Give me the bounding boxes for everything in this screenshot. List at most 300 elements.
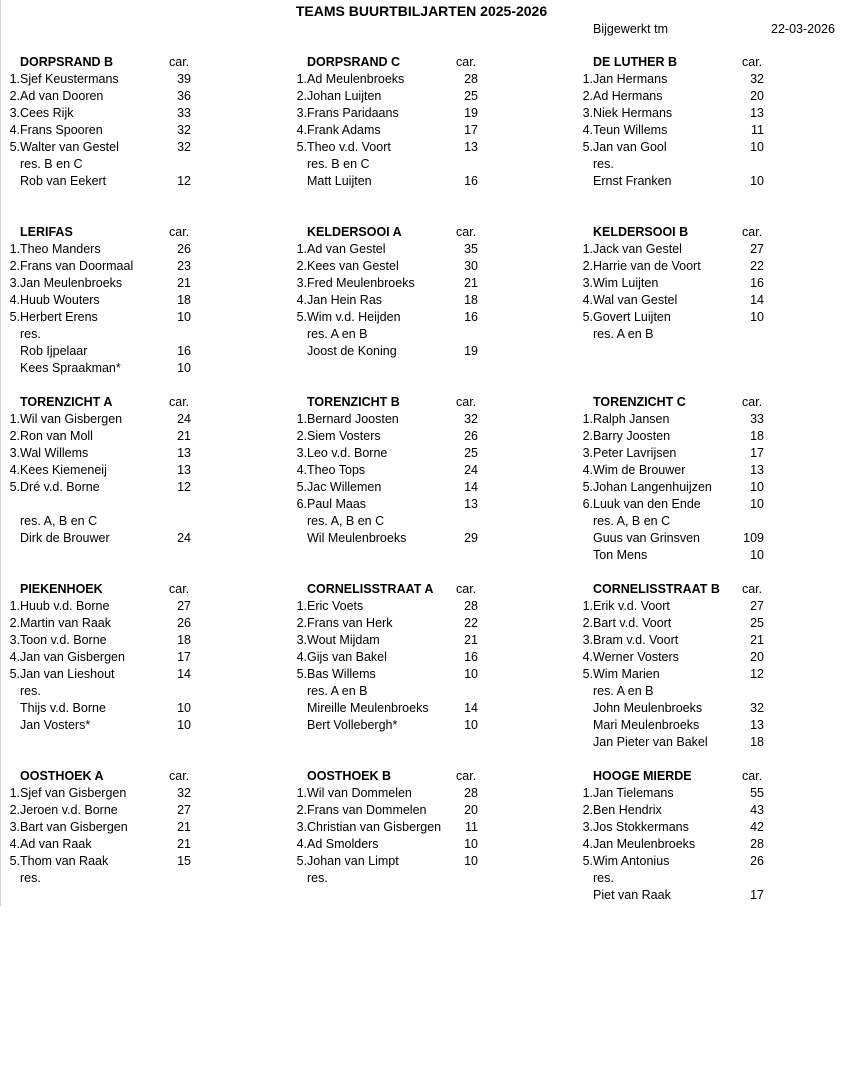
player-car: 12 bbox=[177, 480, 191, 494]
player-car: 10 bbox=[464, 667, 478, 681]
player-name: Mari Meulenbroeks bbox=[593, 718, 700, 732]
player-car: 23 bbox=[177, 259, 191, 273]
updated-label: Bijgewerkt tm bbox=[593, 22, 669, 36]
car-column-header: car. bbox=[456, 395, 477, 409]
team-name: LERIFAS bbox=[20, 225, 73, 239]
player-rank: 4. bbox=[582, 463, 593, 477]
player-car: 18 bbox=[177, 633, 191, 647]
player-car: 27 bbox=[750, 242, 764, 256]
player-name: Joost de Koning bbox=[307, 344, 397, 358]
player-car: 16 bbox=[464, 310, 478, 324]
team-name: TORENZICHT C bbox=[593, 395, 686, 409]
player-car: 21 bbox=[464, 276, 478, 290]
player-rank: 3. bbox=[296, 446, 307, 460]
player-rank: 5. bbox=[296, 854, 307, 868]
player-car: 32 bbox=[750, 701, 764, 715]
player-rank: 5. bbox=[296, 140, 307, 154]
player-name: Barry Joosten bbox=[593, 429, 671, 443]
player-rank: 1. bbox=[582, 599, 593, 613]
player-car: 39 bbox=[177, 72, 191, 86]
player-car: 33 bbox=[750, 412, 764, 426]
player-car: 32 bbox=[177, 140, 191, 154]
player-name: Bart v.d. Voort bbox=[593, 616, 672, 630]
player-rank: 4. bbox=[296, 293, 307, 307]
player-car: 10 bbox=[750, 310, 764, 324]
player-rank: 4. bbox=[9, 650, 20, 664]
player-car: 28 bbox=[464, 72, 478, 86]
team-name: DORPSRAND C bbox=[307, 55, 401, 69]
player-name: res. B en C bbox=[20, 157, 83, 171]
player-name: Leo v.d. Borne bbox=[307, 446, 388, 460]
player-car: 10 bbox=[750, 480, 764, 494]
player-rank: 3. bbox=[582, 633, 593, 647]
player-car: 16 bbox=[464, 650, 478, 664]
player-rank: 1. bbox=[9, 412, 20, 426]
player-car: 29 bbox=[464, 531, 478, 545]
player-rank: 3. bbox=[296, 106, 307, 120]
player-car: 20 bbox=[750, 650, 764, 664]
player-car: 32 bbox=[464, 412, 478, 426]
player-rank: 4. bbox=[9, 123, 20, 137]
player-car: 19 bbox=[464, 344, 478, 358]
player-name: Huub v.d. Borne bbox=[20, 599, 110, 613]
player-car: 14 bbox=[464, 480, 478, 494]
player-name: Jan Hein Ras bbox=[307, 293, 383, 307]
player-name: Ad van Raak bbox=[20, 837, 92, 851]
player-name: Jan Pieter van Bakel bbox=[593, 735, 708, 749]
player-name: Rob Ijpelaar bbox=[20, 344, 88, 358]
player-rank: 3. bbox=[9, 106, 20, 120]
player-name: Jan Hermans bbox=[593, 72, 668, 86]
player-name: Theo Manders bbox=[20, 242, 101, 256]
player-car: 10 bbox=[177, 361, 191, 375]
player-name: Theo Tops bbox=[307, 463, 366, 477]
car-column-header: car. bbox=[742, 225, 763, 239]
player-car: 55 bbox=[750, 786, 764, 800]
player-car: 21 bbox=[177, 820, 191, 834]
player-name: Wim Luijten bbox=[593, 276, 659, 290]
player-name: Ad Hermans bbox=[593, 89, 663, 103]
car-column-header: car. bbox=[456, 55, 477, 69]
player-car: 43 bbox=[750, 803, 764, 817]
player-name: Walter van Gestel bbox=[20, 140, 119, 154]
player-name: Johan Langenhuijzen bbox=[593, 480, 712, 494]
player-name: Ad Meulenbroeks bbox=[307, 72, 405, 86]
player-rank: 4. bbox=[9, 463, 20, 477]
player-name: John Meulenbroeks bbox=[593, 701, 703, 715]
player-car: 26 bbox=[177, 616, 191, 630]
player-name: Frans van Dommelen bbox=[307, 803, 427, 817]
player-car: 13 bbox=[177, 463, 191, 477]
player-car: 20 bbox=[464, 803, 478, 817]
player-car: 25 bbox=[464, 446, 478, 460]
player-car: 18 bbox=[750, 735, 764, 749]
player-name: Herbert Erens bbox=[20, 310, 98, 324]
player-car: 13 bbox=[177, 446, 191, 460]
player-rank: 3. bbox=[582, 276, 593, 290]
player-name: Luuk van den Ende bbox=[593, 497, 701, 511]
player-car: 11 bbox=[465, 820, 478, 834]
player-name: Ron van Moll bbox=[20, 429, 93, 443]
player-car: 28 bbox=[464, 599, 478, 613]
player-car: 33 bbox=[177, 106, 191, 120]
car-column-header: car. bbox=[742, 55, 763, 69]
car-column-header: car. bbox=[169, 55, 190, 69]
player-rank: 4. bbox=[296, 463, 307, 477]
player-rank: 6. bbox=[582, 497, 593, 511]
car-column-header: car. bbox=[169, 582, 190, 596]
player-name: Paul Maas bbox=[307, 497, 367, 511]
team-name: OOSTHOEK B bbox=[307, 769, 392, 783]
player-name: Jeroen v.d. Borne bbox=[20, 803, 118, 817]
player-car: 35 bbox=[464, 242, 478, 256]
player-name: res. A, B en C bbox=[20, 514, 98, 528]
player-car: 25 bbox=[750, 616, 764, 630]
player-car: 26 bbox=[750, 854, 764, 868]
player-car: 19 bbox=[464, 106, 478, 120]
player-car: 13 bbox=[750, 463, 764, 477]
team-name: PIEKENHOEK bbox=[20, 582, 103, 596]
player-rank: 1. bbox=[582, 786, 593, 800]
player-car: 10 bbox=[177, 701, 191, 715]
player-name: res. bbox=[593, 871, 614, 885]
team-name: TORENZICHT B bbox=[307, 395, 400, 409]
player-car: 22 bbox=[750, 259, 764, 273]
player-rank: 4. bbox=[582, 837, 593, 851]
car-column-header: car. bbox=[169, 395, 190, 409]
player-rank: 1. bbox=[9, 786, 20, 800]
player-name: Piet van Raak bbox=[593, 888, 671, 902]
player-rank: 2. bbox=[582, 429, 593, 443]
player-rank: 2. bbox=[9, 259, 20, 273]
player-car: 21 bbox=[177, 837, 191, 851]
player-car: 27 bbox=[177, 599, 191, 613]
player-rank: 5. bbox=[296, 667, 307, 681]
player-car: 13 bbox=[464, 140, 478, 154]
player-name: Wim Antonius bbox=[593, 854, 670, 868]
player-name: Harrie van de Voort bbox=[593, 259, 701, 273]
player-rank: 3. bbox=[9, 276, 20, 290]
player-car: 21 bbox=[177, 429, 191, 443]
player-name: Frans van Herk bbox=[307, 616, 393, 630]
player-name: Wim Marien bbox=[593, 667, 660, 681]
player-rank: 1. bbox=[582, 412, 593, 426]
player-name: res. bbox=[593, 157, 614, 171]
player-name: Frank Adams bbox=[307, 123, 381, 137]
player-name: Sjef Keustermans bbox=[20, 72, 119, 86]
player-car: 21 bbox=[464, 633, 478, 647]
player-name: Siem Vosters bbox=[307, 429, 381, 443]
player-name: Bram v.d. Voort bbox=[593, 633, 679, 647]
player-car: 14 bbox=[464, 701, 478, 715]
player-rank: 2. bbox=[296, 803, 307, 817]
car-column-header: car. bbox=[742, 769, 763, 783]
player-name: Wal van Gestel bbox=[593, 293, 678, 307]
player-rank: 5. bbox=[9, 310, 20, 324]
player-car: 109 bbox=[743, 531, 764, 545]
car-column-header: car. bbox=[456, 769, 477, 783]
player-rank: 4. bbox=[296, 123, 307, 137]
player-name: res. B en C bbox=[307, 157, 370, 171]
player-rank: 5. bbox=[9, 854, 20, 868]
player-rank: 5. bbox=[582, 667, 593, 681]
player-car: 32 bbox=[177, 786, 191, 800]
player-rank: 2. bbox=[582, 89, 593, 103]
player-rank: 1. bbox=[296, 242, 307, 256]
player-name: res. A en B bbox=[593, 327, 654, 341]
player-car: 16 bbox=[177, 344, 191, 358]
player-car: 20 bbox=[750, 89, 764, 103]
player-rank: 5. bbox=[296, 480, 307, 494]
player-car: 10 bbox=[464, 718, 478, 732]
player-name: res. A en B bbox=[307, 684, 368, 698]
player-name: Bert Vollebergh* bbox=[307, 718, 398, 732]
player-rank: 5. bbox=[582, 480, 593, 494]
player-rank: 1. bbox=[296, 599, 307, 613]
player-car: 14 bbox=[750, 293, 764, 307]
player-car: 10 bbox=[177, 310, 191, 324]
player-rank: 1. bbox=[9, 72, 20, 86]
player-rank: 2. bbox=[296, 429, 307, 443]
player-car: 32 bbox=[750, 72, 764, 86]
player-rank: 5. bbox=[582, 310, 593, 324]
player-car: 13 bbox=[464, 497, 478, 511]
player-name: Erik v.d. Voort bbox=[593, 599, 670, 613]
player-rank: 4. bbox=[582, 650, 593, 664]
player-car: 10 bbox=[464, 837, 478, 851]
player-car: 14 bbox=[177, 667, 191, 681]
player-name: Ralph Jansen bbox=[593, 412, 670, 426]
car-column-header: car. bbox=[742, 395, 763, 409]
car-column-header: car. bbox=[742, 582, 763, 596]
player-car: 17 bbox=[464, 123, 478, 137]
player-name: Frans Paridaans bbox=[307, 106, 399, 120]
player-car: 24 bbox=[177, 412, 191, 426]
player-car: 21 bbox=[750, 633, 764, 647]
player-car: 26 bbox=[177, 242, 191, 256]
player-rank: 2. bbox=[9, 803, 20, 817]
player-name: Matt Luijten bbox=[307, 174, 372, 188]
updated-date: 22-03-2026 bbox=[771, 22, 835, 36]
player-rank: 1. bbox=[9, 599, 20, 613]
car-column-header: car. bbox=[456, 582, 477, 596]
team-name: OOSTHOEK A bbox=[20, 769, 104, 783]
player-rank: 5. bbox=[582, 140, 593, 154]
player-car: 10 bbox=[464, 854, 478, 868]
player-rank: 2. bbox=[9, 89, 20, 103]
player-rank: 4. bbox=[296, 650, 307, 664]
player-car: 10 bbox=[750, 548, 764, 562]
player-rank: 1. bbox=[296, 412, 307, 426]
player-name: Niek Hermans bbox=[593, 106, 673, 120]
player-name: Bernard Joosten bbox=[307, 412, 399, 426]
player-name: Ad van Gestel bbox=[307, 242, 386, 256]
player-rank: 5. bbox=[9, 667, 20, 681]
player-name: Mireille Meulenbroeks bbox=[307, 701, 429, 715]
player-name: Wim v.d. Heijden bbox=[307, 310, 401, 324]
player-car: 16 bbox=[464, 174, 478, 188]
player-name: Fred Meulenbroeks bbox=[307, 276, 415, 290]
player-car: 25 bbox=[464, 89, 478, 103]
player-name: Werner Vosters bbox=[593, 650, 679, 664]
player-car: 17 bbox=[750, 888, 764, 902]
player-rank: 4. bbox=[296, 837, 307, 851]
player-name: Kees Kiemeneij bbox=[20, 463, 107, 477]
player-name: Ad Smolders bbox=[307, 837, 379, 851]
player-name: Jan Tielemans bbox=[593, 786, 674, 800]
player-car: 10 bbox=[177, 718, 191, 732]
player-name: Teun Willems bbox=[593, 123, 668, 137]
player-rank: 1. bbox=[582, 72, 593, 86]
player-rank: 6. bbox=[296, 497, 307, 511]
player-name: Toon v.d. Borne bbox=[20, 633, 107, 647]
player-name: res. A en B bbox=[593, 684, 654, 698]
player-rank: 5. bbox=[296, 310, 307, 324]
player-car: 13 bbox=[750, 106, 764, 120]
player-rank: 5. bbox=[9, 140, 20, 154]
player-car: 17 bbox=[750, 446, 764, 460]
player-name: Rob van Eekert bbox=[20, 174, 107, 188]
player-name: Christian van Gisbergen bbox=[307, 820, 442, 834]
player-name: Thijs v.d. Borne bbox=[20, 701, 106, 715]
player-name: Bart van Gisbergen bbox=[20, 820, 128, 834]
player-name: Jan Vosters* bbox=[20, 718, 91, 732]
player-name: Jan van Gisbergen bbox=[20, 650, 125, 664]
player-name: Johan van Limpt bbox=[307, 854, 399, 868]
player-name: Jan Meulenbroeks bbox=[20, 276, 123, 290]
player-name: Jac Willemen bbox=[307, 480, 382, 494]
player-rank: 2. bbox=[582, 803, 593, 817]
player-name: Jan Meulenbroeks bbox=[593, 837, 696, 851]
player-car: 17 bbox=[177, 650, 191, 664]
team-name: KELDERSOOI B bbox=[593, 225, 689, 239]
player-rank: 3. bbox=[582, 446, 593, 460]
player-rank: 4. bbox=[582, 293, 593, 307]
player-rank: 2. bbox=[296, 616, 307, 630]
player-car: 11 bbox=[751, 123, 764, 137]
team-name: KELDERSOOI A bbox=[307, 225, 402, 239]
player-name: Jos Stokkermans bbox=[593, 820, 689, 834]
player-name: Kees Spraakman* bbox=[20, 361, 121, 375]
player-car: 18 bbox=[177, 293, 191, 307]
team-name: CORNELISSTRAAT A bbox=[307, 582, 434, 596]
car-column-header: car. bbox=[169, 225, 190, 239]
player-car: 42 bbox=[750, 820, 764, 834]
player-rank: 5. bbox=[9, 480, 20, 494]
player-car: 36 bbox=[177, 89, 191, 103]
player-name: res. A, B en C bbox=[307, 514, 385, 528]
player-rank: 1. bbox=[9, 242, 20, 256]
player-name: Ernst Franken bbox=[593, 174, 672, 188]
player-name: Ben Hendrix bbox=[593, 803, 662, 817]
player-name: Govert Luijten bbox=[593, 310, 671, 324]
player-rank: 3. bbox=[9, 446, 20, 460]
team-name: TORENZICHT A bbox=[20, 395, 113, 409]
player-car: 13 bbox=[750, 718, 764, 732]
player-car: 27 bbox=[177, 803, 191, 817]
car-column-header: car. bbox=[456, 225, 477, 239]
player-name: Johan Luijten bbox=[307, 89, 382, 103]
player-name: Ton Mens bbox=[593, 548, 648, 562]
player-name: Kees van Gestel bbox=[307, 259, 399, 273]
player-name: Bas Willems bbox=[307, 667, 376, 681]
player-rank: 2. bbox=[9, 429, 20, 443]
player-name: Frans Spooren bbox=[20, 123, 103, 137]
player-rank: 3. bbox=[296, 633, 307, 647]
player-name: res. A en B bbox=[307, 327, 368, 341]
player-name: Dré v.d. Borne bbox=[20, 480, 100, 494]
page-title: TEAMS BUURTBILJARTEN 2025-2026 bbox=[295, 3, 548, 19]
player-car: 10 bbox=[750, 174, 764, 188]
player-car: 12 bbox=[750, 667, 764, 681]
car-column-header: car. bbox=[169, 769, 190, 783]
player-name: Peter Lavrijsen bbox=[593, 446, 677, 460]
player-name: Jan van Gool bbox=[593, 140, 667, 154]
player-rank: 2. bbox=[296, 89, 307, 103]
player-car: 12 bbox=[177, 174, 191, 188]
player-rank: 2. bbox=[9, 616, 20, 630]
player-car: 28 bbox=[464, 786, 478, 800]
player-name: Gijs van Bakel bbox=[307, 650, 387, 664]
player-name: Huub Wouters bbox=[20, 293, 100, 307]
player-name: res. bbox=[20, 684, 41, 698]
player-name: Wal Willems bbox=[20, 446, 89, 460]
player-name: res. bbox=[20, 327, 41, 341]
player-name: Jack van Gestel bbox=[593, 242, 682, 256]
player-car: 28 bbox=[750, 837, 764, 851]
player-name: Wim de Brouwer bbox=[593, 463, 686, 477]
player-rank: 5. bbox=[582, 854, 593, 868]
player-name: Frans van Doormaal bbox=[20, 259, 134, 273]
player-name: Thom van Raak bbox=[20, 854, 109, 868]
player-name: res. bbox=[20, 871, 41, 885]
player-name: Wil Meulenbroeks bbox=[307, 531, 407, 545]
player-rank: 1. bbox=[296, 72, 307, 86]
player-rank: 3. bbox=[296, 820, 307, 834]
player-rank: 3. bbox=[582, 820, 593, 834]
player-rank: 3. bbox=[296, 276, 307, 290]
player-name: Martin van Raak bbox=[20, 616, 112, 630]
player-rank: 2. bbox=[582, 616, 593, 630]
player-name: Sjef van Gisbergen bbox=[20, 786, 127, 800]
team-name: DE LUTHER B bbox=[593, 55, 678, 69]
player-name: Wout Mijdam bbox=[307, 633, 380, 647]
player-car: 24 bbox=[464, 463, 478, 477]
player-name: Theo v.d. Voort bbox=[307, 140, 391, 154]
player-name: Cees Rijk bbox=[20, 106, 74, 120]
player-car: 22 bbox=[464, 616, 478, 630]
player-car: 30 bbox=[464, 259, 478, 273]
player-name: Ad van Dooren bbox=[20, 89, 104, 103]
player-name: Eric Voets bbox=[307, 599, 364, 613]
player-name: Jan van Lieshout bbox=[20, 667, 115, 681]
team-name: HOOGE MIERDE bbox=[593, 769, 692, 783]
player-rank: 1. bbox=[296, 786, 307, 800]
player-car: 18 bbox=[750, 429, 764, 443]
player-car: 16 bbox=[750, 276, 764, 290]
player-name: Dirk de Brouwer bbox=[20, 531, 110, 545]
player-car: 15 bbox=[177, 854, 191, 868]
player-car: 32 bbox=[177, 123, 191, 137]
player-car: 10 bbox=[750, 497, 764, 511]
player-name: res. A, B en C bbox=[593, 514, 671, 528]
player-rank: 3. bbox=[582, 106, 593, 120]
player-car: 24 bbox=[177, 531, 191, 545]
player-name: Wil van Gisbergen bbox=[20, 412, 123, 426]
player-car: 21 bbox=[177, 276, 191, 290]
player-car: 27 bbox=[750, 599, 764, 613]
player-name: res. bbox=[307, 871, 328, 885]
